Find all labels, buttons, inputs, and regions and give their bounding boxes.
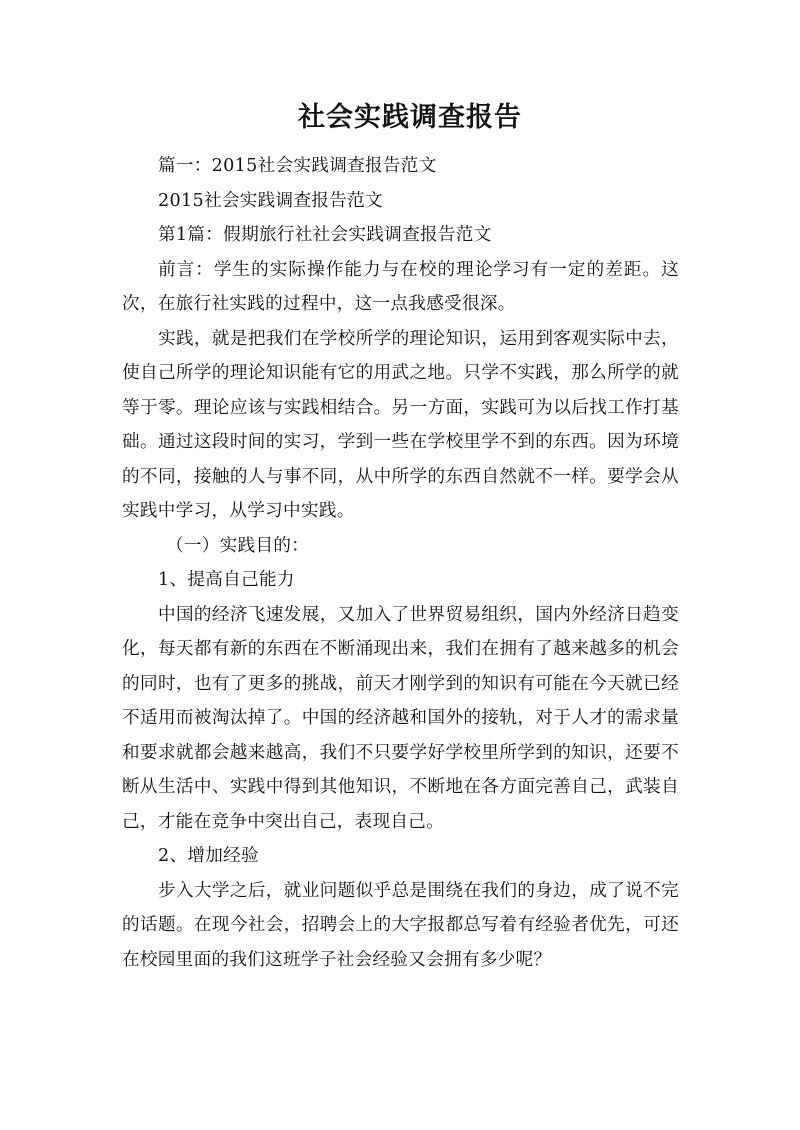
paragraph-practice-intro: 实践，就是把我们在学校所学的理论知识，运用到客观实际中去，使自己所学的理论知识能有它的用武之地。只学不实践，那么所学的就等于零。理论应该与实践相结合。另一方面，实践可为以后找工作打基础。通过这段时间的实习，学到一些在学校里学不到的东西。因为环境的不同，接触的人与事不同，从中所学的东西自然就不一样。要学会从实践中学习，从学习中实践。 (122, 328, 679, 521)
paragraph-economy: 中国的经济飞速发展，又加入了世界贸易组织，国内外经济日趋变化，每天都有新的东西在不断涌现出来，我们在拥有了越来越多的机会的同时，也有了更多的挑战，前天才刚学到的知识有可能在今天就已经不适用而被淘汰掉了。中国的经济越和国外的接轨，对于人才的需求量和要求就都会越来越高，我们不只要学好学校里所学到的知识，还要不断从生活中、实践中得到其他知识，不断地在各方面完善自己，武装自己，才能在竞争中突出自己，表现自己。 (122, 604, 679, 832)
paragraph-preface: 前言：学生的实际操作能力与在校的理论学习有一定的差距。这次，在旅行社实践的过程中，这一点我感受很深。 (122, 259, 679, 314)
paragraph-subtitle: 2015社会实践调查报告范文 (158, 190, 383, 211)
section-heading-purpose: （一）实践目的： (166, 535, 310, 556)
subheading-increase-experience: 2、增加经验 (158, 846, 259, 866)
document-title: 社会实践调查报告 (298, 102, 522, 133)
document-body (122, 149, 679, 977)
paragraph-heading-chapter: 篇一：2015社会实践调查报告范文 (158, 156, 437, 176)
subheading-improve-ability: 1、提高自己能力 (158, 570, 295, 590)
paragraph-employment: 步入大学之后，就业问题似乎总是围绕在我们的身边，成了说不完的话题。在现今社会，招聘会上的大字报都总写着有经验者优先，可还在校园里面的我们这班学子社会经验又会拥有多少呢？ (122, 880, 679, 970)
paragraph-article-title: 第1篇：假期旅行社社会实践调查报告范文 (158, 225, 492, 245)
